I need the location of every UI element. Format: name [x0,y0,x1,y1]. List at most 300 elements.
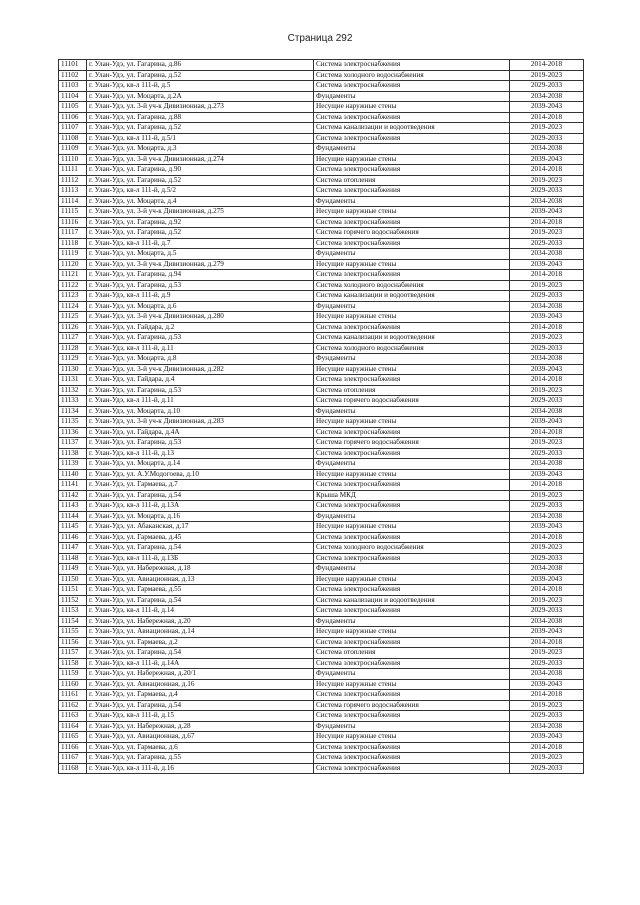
cell-number: 11133 [59,396,87,407]
table-row [59,144,584,155]
cell-period: 2029-2033 [510,238,584,249]
cell-address: г. Улан-Удэ, ул. Гагарина, д.53 [87,280,314,291]
cell-address: г. Улан-Удэ, ул. Моцарта, д.5 [87,249,314,260]
table-row [59,679,584,690]
cell-period: 2029-2033 [510,763,584,774]
cell-address: г. Улан-Удэ, ул. Гайдара, д.4 [87,375,314,386]
table-row [59,123,584,134]
cell-address: г. Улан-Удэ, ул. Моцарта, д.3 [87,144,314,155]
cell-address: г. Улан-Удэ, ул. Авиационная, д.13 [87,574,314,585]
cell-number: 11158 [59,658,87,669]
cell-number: 11154 [59,616,87,627]
cell-period: 2019-2023 [510,595,584,606]
cell-period: 2039-2043 [510,207,584,218]
table-row [59,637,584,648]
cell-number: 11160 [59,679,87,690]
cell-number: 11102 [59,70,87,81]
cell-period: 2029-2033 [510,81,584,92]
cell-address: г. Улан-Удэ, ул. Гагарина, д.53 [87,385,314,396]
cell-system: Фундаменты [314,196,510,207]
cell-address: г. Улан-Удэ, ул. Гагарина, д.52 [87,70,314,81]
cell-system: Система электроснабжения [314,165,510,176]
table-row [59,711,584,722]
table-row [59,291,584,302]
table-row [59,259,584,270]
table-row [59,427,584,438]
cell-system: Система горячего водоснабжения [314,228,510,239]
cell-period: 2039-2043 [510,679,584,690]
cell-period: 2014-2018 [510,217,584,228]
cell-address: г. Улан-Удэ, ул. Авиационная, д.67 [87,732,314,743]
cell-system: Система электроснабжения [314,427,510,438]
cell-number: 11126 [59,322,87,333]
cell-number: 11165 [59,732,87,743]
cell-address: г. Улан-Удэ, ул. Гагарина, д.54 [87,490,314,501]
cell-system: Несущие наружные стены [314,679,510,690]
table-row [59,606,584,617]
cell-period: 2014-2018 [510,742,584,753]
cell-address: г. Улан-Удэ, ул. Гагарина, д.88 [87,112,314,123]
cell-number: 11103 [59,81,87,92]
cell-address: г. Улан-Удэ, кв-л 111-й, д.5/2 [87,186,314,197]
table-row [59,60,584,71]
table-row [59,375,584,386]
cell-number: 11128 [59,343,87,354]
cell-period: 2019-2023 [510,753,584,764]
cell-period: 2034-2038 [510,406,584,417]
table-row [59,301,584,312]
cell-period: 2029-2033 [510,553,584,564]
table-row [59,112,584,123]
cell-number: 11147 [59,543,87,554]
cell-number: 11124 [59,301,87,312]
cell-period: 2039-2043 [510,312,584,323]
cell-system: Система электроснабжения [314,658,510,669]
cell-number: 11134 [59,406,87,417]
cell-period: 2034-2038 [510,144,584,155]
cell-system: Фундаменты [314,459,510,470]
cell-number: 11148 [59,553,87,564]
cell-period: 2034-2038 [510,301,584,312]
cell-system: Система холодного водоснабжения [314,343,510,354]
cell-address: г. Улан-Удэ, ул. Гагарина, д.52 [87,228,314,239]
cell-address: г. Улан-Удэ, кв-л 111-й, д.9 [87,291,314,302]
table-row [59,616,584,627]
cell-system: Крыша МКД [314,490,510,501]
cell-system: Система электроснабжения [314,133,510,144]
cell-number: 11107 [59,123,87,134]
cell-system: Система холодного водоснабжения [314,70,510,81]
cell-address: г. Улан-Удэ, ул. Гагарина, д.55 [87,753,314,764]
table-row [59,396,584,407]
cell-period: 2034-2038 [510,564,584,575]
cell-address: г. Улан-Удэ, ул. 3-й уч-к Дивизионная, д.274 [87,154,314,165]
table-row [59,322,584,333]
cell-number: 11157 [59,648,87,659]
cell-system: Система электроснабжения [314,501,510,512]
cell-system: Система горячего водоснабжения [314,700,510,711]
cell-period: 2019-2023 [510,438,584,449]
cell-period: 2014-2018 [510,165,584,176]
cell-address: г. Улан-Удэ, ул. Гагарина, д.90 [87,165,314,176]
table-row [59,102,584,113]
cell-period: 2029-2033 [510,396,584,407]
cell-number: 11111 [59,165,87,176]
cell-period: 2019-2023 [510,543,584,554]
cell-number: 11149 [59,564,87,575]
cell-number: 11159 [59,669,87,680]
cell-period: 2039-2043 [510,469,584,480]
cell-system: Система электроснабжения [314,532,510,543]
cell-number: 11116 [59,217,87,228]
table-row [59,154,584,165]
cell-address: г. Улан-Удэ, ул. 3-й уч-к Дивизионная, д.283 [87,417,314,428]
table-row [59,354,584,365]
cell-period: 2034-2038 [510,249,584,260]
table-row [59,522,584,533]
cell-system: Несущие наружные стены [314,732,510,743]
cell-system: Система канализации и водоотведения [314,123,510,134]
cell-address: г. Улан-Удэ, кв-л 111-й, д.5 [87,81,314,92]
cell-period: 2029-2033 [510,448,584,459]
cell-system: Система холодного водоснабжения [314,543,510,554]
cell-system: Фундаменты [314,616,510,627]
cell-period: 2014-2018 [510,375,584,386]
cell-system: Фундаменты [314,669,510,680]
cell-system: Система электроснабжения [314,637,510,648]
cell-period: 2014-2018 [510,690,584,701]
cell-period: 2019-2023 [510,333,584,344]
cell-number: 11138 [59,448,87,459]
cell-system: Несущие наружные стены [314,364,510,375]
cell-address: г. Улан-Удэ, ул. А.У.Модогоева, д.10 [87,469,314,480]
cell-system: Фундаменты [314,144,510,155]
cell-number: 11162 [59,700,87,711]
cell-system: Система электроснабжения [314,217,510,228]
cell-number: 11142 [59,490,87,501]
cell-period: 2014-2018 [510,112,584,123]
cell-number: 11140 [59,469,87,480]
cell-address: г. Улан-Удэ, ул. Гагарина, д.53 [87,438,314,449]
cell-system: Несущие наружные стены [314,312,510,323]
table-row [59,333,584,344]
table-row [59,532,584,543]
cell-system: Система электроснабжения [314,322,510,333]
cell-period: 2014-2018 [510,270,584,281]
cell-number: 11122 [59,280,87,291]
cell-address: г. Улан-Удэ, кв-л 111-й, д.13Б [87,553,314,564]
table-row [59,553,584,564]
cell-period: 2039-2043 [510,364,584,375]
cell-system: Система электроснабжения [314,448,510,459]
cell-period: 2019-2023 [510,385,584,396]
cell-address: г. Улан-Удэ, ул. 3-й уч-к Дивизионная, д.280 [87,312,314,323]
cell-address: г. Улан-Удэ, кв-л 111-й, д.13 [87,448,314,459]
cell-number: 11136 [59,427,87,438]
table-row [59,648,584,659]
cell-period: 2019-2023 [510,70,584,81]
cell-address: г. Улан-Удэ, кв-л 111-й, д.7 [87,238,314,249]
cell-system: Несущие наружные стены [314,522,510,533]
table-row [59,165,584,176]
cell-system: Система электроснабжения [314,112,510,123]
cell-number: 11108 [59,133,87,144]
cell-system: Система электроснабжения [314,270,510,281]
cell-system: Несущие наружные стены [314,469,510,480]
cell-address: г. Улан-Удэ, ул. Моцарта, д.4 [87,196,314,207]
cell-period: 2034-2038 [510,669,584,680]
cell-address: г. Улан-Удэ, ул. Гагарина, д.94 [87,270,314,281]
table-row [59,490,584,501]
cell-system: Фундаменты [314,301,510,312]
cell-number: 11152 [59,595,87,606]
cell-period: 2029-2033 [510,606,584,617]
cell-system: Фундаменты [314,91,510,102]
cell-address: г. Улан-Удэ, ул. Авиационная, д.16 [87,679,314,690]
cell-period: 2029-2033 [510,133,584,144]
cell-period: 2014-2018 [510,60,584,71]
table-row [59,364,584,375]
cell-address: г. Улан-Удэ, ул. Набережная, д.20/1 [87,669,314,680]
cell-number: 11113 [59,186,87,197]
cell-number: 11127 [59,333,87,344]
table-row [59,385,584,396]
table-row [59,91,584,102]
table-row [59,501,584,512]
cell-system: Система канализации и водоотведения [314,333,510,344]
cell-address: г. Улан-Удэ, кв-л 111-й, д.5/1 [87,133,314,144]
cell-address: г. Улан-Удэ, кв-л 111-й, д.15 [87,711,314,722]
table-row [59,81,584,92]
cell-period: 2014-2018 [510,427,584,438]
table-row [59,438,584,449]
cell-number: 11141 [59,480,87,491]
cell-number: 11123 [59,291,87,302]
cell-period: 2034-2038 [510,721,584,732]
cell-system: Фундаменты [314,511,510,522]
cell-period: 2019-2023 [510,490,584,501]
cell-number: 11115 [59,207,87,218]
cell-address: г. Улан-Удэ, кв-л 111-й, д.11 [87,396,314,407]
table-row [59,343,584,354]
cell-address: г. Улан-Удэ, ул. 3-й уч-к Дивизионная, д.282 [87,364,314,375]
table-row [59,595,584,606]
cell-system: Система электроснабжения [314,753,510,764]
cell-address: г. Улан-Удэ, ул. Гармаева, д.2 [87,637,314,648]
cell-period: 2029-2033 [510,291,584,302]
cell-system: Фундаменты [314,406,510,417]
cell-address: г. Улан-Удэ, ул. Гайдара, д.4А [87,427,314,438]
cell-number: 11112 [59,175,87,186]
cell-number: 11164 [59,721,87,732]
cell-period: 2014-2018 [510,480,584,491]
cell-period: 2039-2043 [510,102,584,113]
table-row [59,763,584,774]
cell-number: 11161 [59,690,87,701]
cell-address: г. Улан-Удэ, ул. Гагарина, д.54 [87,595,314,606]
cell-number: 11130 [59,364,87,375]
cell-address: г. Улан-Удэ, кв-л 111-й, д.14А [87,658,314,669]
cell-number: 11139 [59,459,87,470]
cell-period: 2034-2038 [510,91,584,102]
cell-number: 11132 [59,385,87,396]
cell-system: Несущие наружные стены [314,259,510,270]
cell-system: Система электроснабжения [314,763,510,774]
table-row [59,312,584,323]
cell-period: 2014-2018 [510,532,584,543]
cell-system: Система электроснабжения [314,690,510,701]
cell-system: Система электроснабжения [314,60,510,71]
cell-system: Система электроснабжения [314,186,510,197]
cell-system: Фундаменты [314,249,510,260]
cell-system: Система горячего водоснабжения [314,396,510,407]
table-row [59,417,584,428]
table-row [59,690,584,701]
cell-system: Система электроснабжения [314,238,510,249]
cell-number: 11153 [59,606,87,617]
cell-period: 2039-2043 [510,627,584,638]
cell-system: Несущие наружные стены [314,154,510,165]
cell-system: Фундаменты [314,564,510,575]
cell-address: г. Улан-Удэ, ул. Абаканская, д.17 [87,522,314,533]
cell-number: 11163 [59,711,87,722]
cell-period: 2039-2043 [510,259,584,270]
cell-address: г. Улан-Удэ, ул. Гармаева, д.6 [87,742,314,753]
cell-number: 11155 [59,627,87,638]
cell-number: 11117 [59,228,87,239]
table-row [59,669,584,680]
table-row [59,186,584,197]
cell-period: 2029-2033 [510,186,584,197]
cell-address: г. Улан-Удэ, ул. Гайдара, д.2 [87,322,314,333]
cell-system: Система отопления [314,385,510,396]
table-row [59,574,584,585]
cell-system: Система электроснабжения [314,480,510,491]
cell-system: Фундаменты [314,354,510,365]
cell-period: 2019-2023 [510,648,584,659]
cell-system: Система электроснабжения [314,585,510,596]
cell-address: г. Улан-Удэ, ул. Моцарта, д.2А [87,91,314,102]
cell-period: 2019-2023 [510,700,584,711]
cell-address: г. Улан-Удэ, ул. Гагарина, д.52 [87,175,314,186]
cell-number: 11121 [59,270,87,281]
cell-system: Несущие наружные стены [314,102,510,113]
cell-address: г. Улан-Удэ, ул. Гагарина, д.86 [87,60,314,71]
cell-number: 11144 [59,511,87,522]
cell-address: г. Улан-Удэ, ул. Гагарина, д.92 [87,217,314,228]
cell-period: 2029-2033 [510,658,584,669]
cell-period: 2039-2043 [510,154,584,165]
cell-period: 2034-2038 [510,616,584,627]
table-row [59,469,584,480]
cell-number: 11131 [59,375,87,386]
table-row [59,742,584,753]
cell-address: г. Улан-Удэ, ул. Набережная, д.20 [87,616,314,627]
cell-period: 2014-2018 [510,322,584,333]
table-row [59,480,584,491]
table-row [59,448,584,459]
cell-number: 11150 [59,574,87,585]
table-row [59,627,584,638]
table-row [59,406,584,417]
cell-system: Несущие наружные стены [314,417,510,428]
cell-address: г. Улан-Удэ, ул. 3-й уч-к Дивизионная, д.273 [87,102,314,113]
table-row [59,511,584,522]
table-row [59,217,584,228]
cell-address: г. Улан-Удэ, кв-л 111-й, д.16 [87,763,314,774]
cell-address: г. Улан-Удэ, ул. Набережная, д.28 [87,721,314,732]
cell-period: 2029-2033 [510,343,584,354]
cell-period: 2034-2038 [510,354,584,365]
table-row [59,658,584,669]
cell-period: 2019-2023 [510,228,584,239]
cell-number: 11151 [59,585,87,596]
cell-system: Несущие наружные стены [314,207,510,218]
cell-system: Система электроснабжения [314,375,510,386]
cell-system: Фундаменты [314,721,510,732]
cell-system: Несущие наружные стены [314,574,510,585]
cell-system: Система электроснабжения [314,606,510,617]
cell-number: 11119 [59,249,87,260]
cell-address: г. Улан-Удэ, кв-л 111-й, д.13А [87,501,314,512]
cell-system: Система канализации и водоотведения [314,595,510,606]
cell-address: г. Улан-Удэ, ул. Гагарина, д.54 [87,648,314,659]
cell-address: г. Улан-Удэ, ул. Гагарина, д.54 [87,700,314,711]
cell-period: 2019-2023 [510,280,584,291]
cell-system: Система канализации и водоотведения [314,291,510,302]
cell-number: 11137 [59,438,87,449]
cell-period: 2029-2033 [510,501,584,512]
cell-number: 11156 [59,637,87,648]
cell-number: 11114 [59,196,87,207]
table-row [59,280,584,291]
cell-address: г. Улан-Удэ, кв-л 111-й, д.11 [87,343,314,354]
cell-address: г. Улан-Удэ, ул. Гармаева, д.55 [87,585,314,596]
cell-number: 11110 [59,154,87,165]
cell-period: 2029-2033 [510,711,584,722]
cell-system: Система электроснабжения [314,553,510,564]
cell-address: г. Улан-Удэ, ул. 3-й уч-к Дивизионная, д.279 [87,259,314,270]
cell-period: 2039-2043 [510,417,584,428]
table-row [59,207,584,218]
cell-address: г. Улан-Удэ, ул. Моцарта, д.6 [87,301,314,312]
cell-number: 11129 [59,354,87,365]
cell-period: 2034-2038 [510,511,584,522]
cell-address: г. Улан-Удэ, ул. 3-й уч-к Дивизионная, д.275 [87,207,314,218]
table-row [59,238,584,249]
cell-number: 11104 [59,91,87,102]
cell-period: 2039-2043 [510,522,584,533]
cell-period: 2039-2043 [510,732,584,743]
table-row [59,459,584,470]
table-row [59,700,584,711]
cell-address: г. Улан-Удэ, ул. Гагарина, д.54 [87,543,314,554]
cell-system: Система электроснабжения [314,81,510,92]
registry-table-body [59,60,584,774]
cell-number: 11167 [59,753,87,764]
cell-system: Система горячего водоснабжения [314,438,510,449]
cell-period: 2039-2043 [510,574,584,585]
cell-period: 2019-2023 [510,123,584,134]
cell-number: 11166 [59,742,87,753]
table-row [59,564,584,575]
table-row [59,270,584,281]
cell-number: 11118 [59,238,87,249]
cell-number: 11143 [59,501,87,512]
cell-system: Система электроснабжения [314,742,510,753]
cell-address: г. Улан-Удэ, ул. Моцарта, д.10 [87,406,314,417]
page-title: Страница 292 [287,33,353,44]
